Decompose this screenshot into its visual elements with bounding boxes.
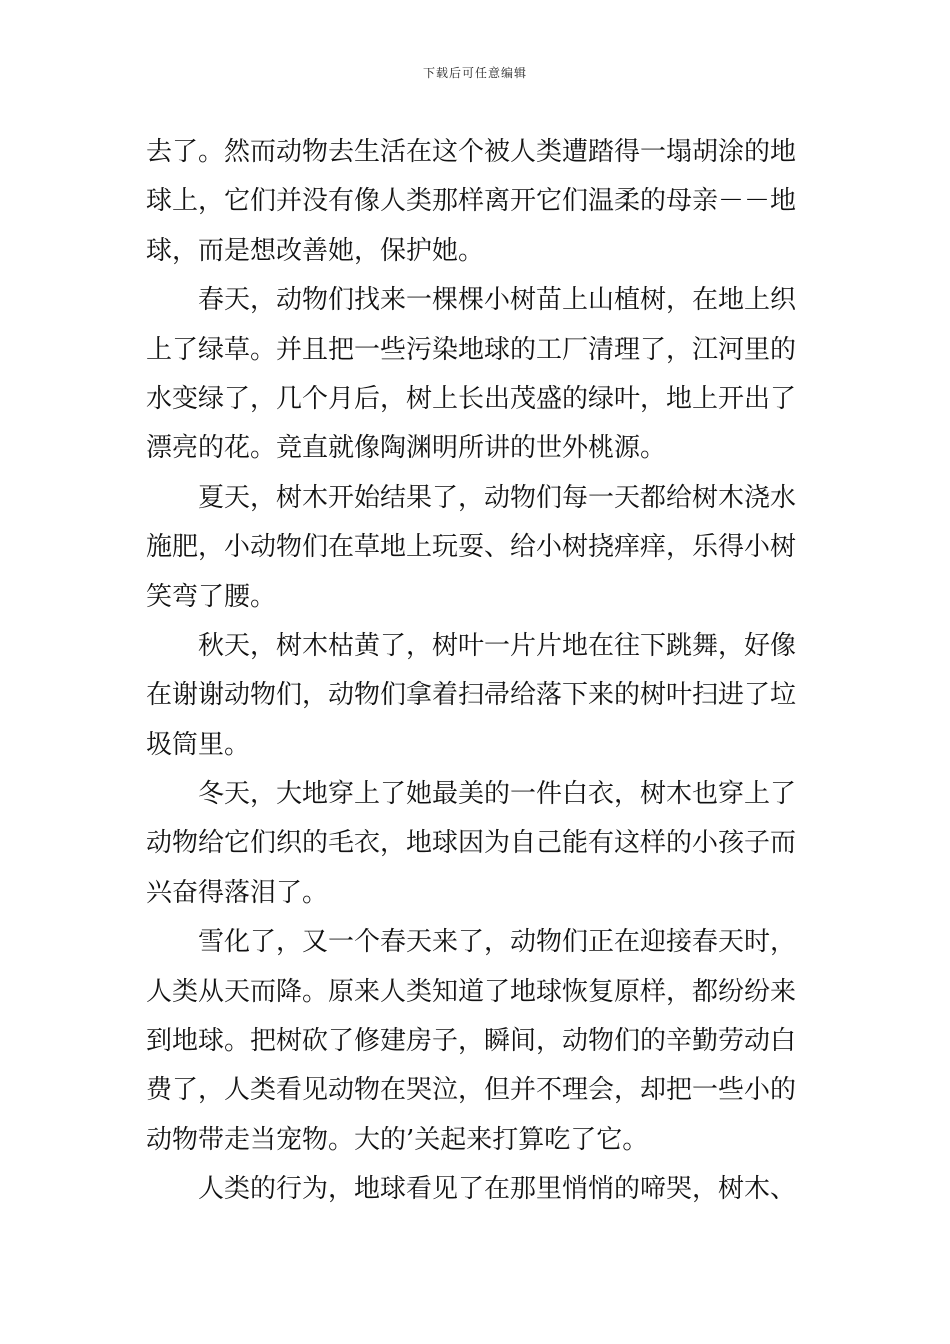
paragraph-start-line: 夏天，树木开始结果了，动物们每一天都给树木浇水 — [198, 482, 797, 513]
text-line: 去了。然而动物去生活在这个被人类遭踏得一塌胡涂的地 — [146, 137, 797, 167]
text-line: 圾筒里。 — [146, 729, 251, 760]
text-line: 动物带走当宠物。大的’关起来打算吃了它。 — [146, 1124, 649, 1155]
text-line: 兴奋得落泪了。 — [146, 877, 329, 908]
page-header: 下载后可任意编辑 — [422, 66, 527, 80]
text-line: 动物给它们织的毛衣，地球因为自己能有这样的小孩子而 — [146, 828, 797, 859]
text-line: 球，而是想改善她，保护她。 — [146, 235, 485, 266]
text-line: 笑弯了腰。 — [146, 581, 277, 612]
text-line: 施肥，小动物们在草地上玩耍、给小树挠痒痒，乐得小树 — [146, 532, 797, 563]
text-line: 费了，人类看见动物在哭泣，但并不理会，却把一些小的 — [146, 1075, 797, 1106]
paragraph-start-line: 冬天，大地穿上了她最美的一件白衣，树木也穿上了 — [198, 779, 797, 810]
text-line: 水变绿了，几个月后，树上长出茂盛的绿叶，地上开出了 — [146, 383, 797, 414]
text-line: 在谢谢动物们，动物们拿着扫帚给落下来的树叶扫进了垃 — [146, 680, 797, 711]
paragraph-start-line: 雪化了，又一个春天来了，动物们正在迎接春天时， — [198, 927, 797, 958]
paragraph-start-line: 秋天，树木枯黄了，树叶一片片地在往下跳舞，好像 — [198, 630, 797, 661]
text-line: 漂亮的花。竞直就像陶渊明所讲的世外桃源。 — [146, 433, 667, 464]
text-line: 球上，它们并没有像人类那样离开它们温柔的母亲－－地 — [146, 186, 797, 217]
body-text — [146, 128, 808, 1215]
text-line: 到地球。把树砍了修建房子，瞬间，动物们的辛勤劳动白 — [146, 1026, 797, 1057]
paragraph-start-line: 人类的行为，地球看见了在那里悄悄的啼哭，树木、 — [198, 1174, 797, 1205]
text-line: 上了绿草。并且把一些污染地球的工厂清理了，江河里的 — [146, 334, 797, 365]
text-line: 人类从天而降。原来人类知道了地球恢复原样，都纷纷来 — [146, 976, 797, 1007]
paragraph-start-line: 春天，动物们找来一棵棵小树苗上山植树，在地上织 — [198, 285, 797, 316]
